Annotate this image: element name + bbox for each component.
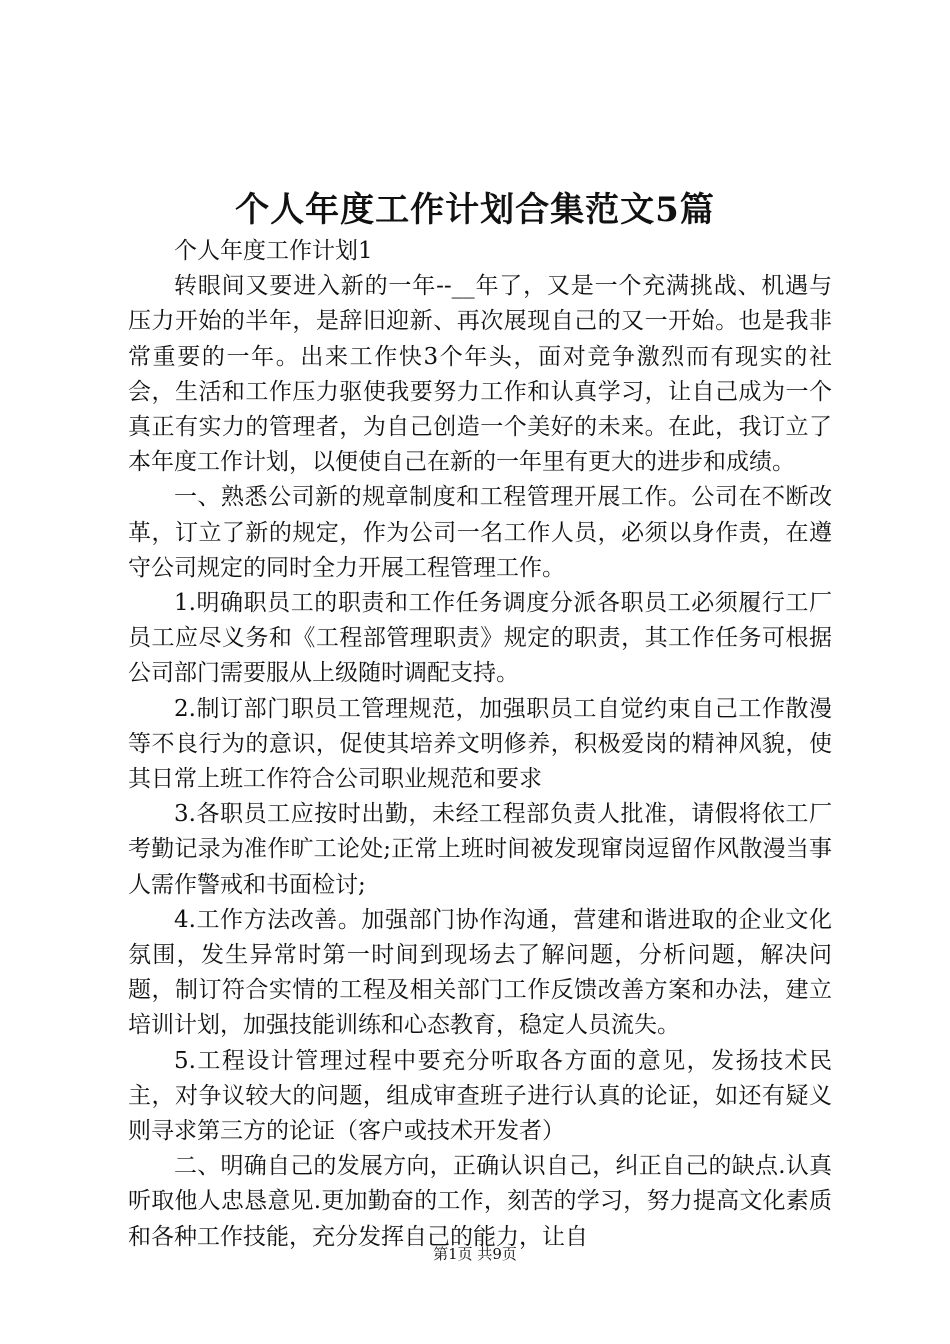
body-paragraph: 一、熟悉公司新的规章制度和工程管理开展工作。公司在不断改革，订立了新的规定，作为公司一名工作人员，必须以身作责，在遵守公司规定的同时全力开展工程管理工作。 bbox=[128, 484, 832, 581]
document-title: 个人年度工作计划合集范文5篇 bbox=[235, 190, 715, 230]
body-paragraph: 二、明确自己的发展方向，正确认识自己，纠正自己的缺点.认真听取他人忠恳意见.更加勤奋的工作，刻苦的学习，努力提高文化素质和各种工作技能，充分发挥自己的能力，让自 bbox=[128, 1153, 832, 1250]
body-paragraph: 1.明确职员工的职责和工作任务调度分派各职员工必须履行工厂员工应尽义务和《工程部管理职责》规定的职责，其工作任务可根据公司部门需要服从上级随时调配支持。 bbox=[128, 590, 832, 687]
section-heading: 个人年度工作计划1 bbox=[174, 238, 373, 264]
body-paragraph: 4.工作方法改善。加强部门协作沟通，营建和谐进取的企业文化氛围，发生异常时第一时间到现场去了解问题，分析问题，解决问题，制订符合实情的工程及相关部门工作反馈改善方案和办法，建立培训计划，加强技能训练和心态教育，稳定人员流失。 bbox=[128, 906, 832, 1039]
page-number-footer: 第1页 共9页 bbox=[433, 1245, 517, 1263]
body-paragraph: 2.制订部门职员工管理规范，加强职员工自觉约束自己工作散漫等不良行为的意识，促使其培养文明修养，积极爱岗的精神风貌，使其日常上班工作符合公司职业规范和要求 bbox=[128, 695, 832, 793]
body-paragraph: 转眼间又要进入新的一年--__年了，又是一个充满挑战、机遇与压力开始的半年，是辞旧迎新、再次展现自己的又一开始。也是我非常重要的一年。出来工作快3个年头，面对竞争激烈而有现实的社会，生活和工作压力驱使我要努力工作和认真学习，让自己成为一个真正有实力的管理者，为自己创造一个美好的未来。在此，我订立了本年度工作计划，以便使自己在新的一年里有更大的进步和成绩。 bbox=[128, 273, 832, 476]
body-paragraph: 3.各职员工应按时出勤，未经工程部负责人批准，请假将依工厂考勤记录为准作旷工论处;正常上班时间被发现窜岗逗留作风散漫当事人需作警戒和书面检讨; bbox=[128, 801, 832, 898]
body-paragraph: 5.工程设计管理过程中要充分听取各方面的意见，发扬技术民主，对争议较大的问题，组成审查班子进行认真的论证，如还有疑义则寻求第三方的论证（客户或技术开发者） bbox=[128, 1047, 832, 1145]
document-body bbox=[128, 234, 832, 1255]
